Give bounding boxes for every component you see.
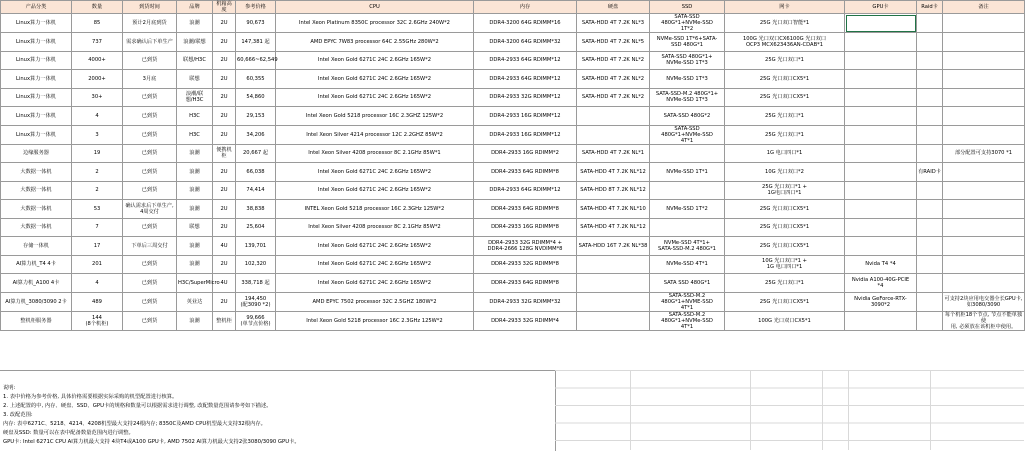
table-cell[interactable]: 预计2月底到货 bbox=[123, 14, 177, 33]
table-cell[interactable] bbox=[917, 125, 943, 144]
table-row bbox=[1, 311, 1025, 330]
table-cell[interactable]: 2U bbox=[213, 200, 236, 219]
table-cell[interactable]: Nvidia A100-40G-PCIE *4 bbox=[845, 274, 917, 293]
table-cell[interactable]: 整机柜服务器 bbox=[1, 311, 72, 330]
table-cell[interactable]: AMD EPYC 7502 processor 32C 2.5GHZ 180W*2 bbox=[276, 292, 474, 311]
table-cell[interactable]: 194,450 (配3090 *2) bbox=[236, 292, 276, 311]
table-cell[interactable]: 大数据一体机 bbox=[1, 200, 72, 219]
table-cell[interactable]: DDR4-2933 64G RDIMM*12 bbox=[474, 181, 577, 200]
table-cell[interactable]: Linux算力一体机 bbox=[1, 70, 72, 89]
table-cell[interactable]: Linux算力一体机 bbox=[1, 107, 72, 126]
table-cell[interactable]: 已到货 bbox=[123, 88, 177, 107]
table-cell[interactable]: 需求确认后下单生产 bbox=[123, 33, 177, 52]
table-cell[interactable]: Linux算力一体机 bbox=[1, 88, 72, 107]
table-cell[interactable] bbox=[943, 33, 1025, 52]
table-cell[interactable]: 85 bbox=[72, 14, 123, 33]
table-cell[interactable]: 147,381 起 bbox=[236, 33, 276, 52]
table-cell[interactable]: H3C bbox=[177, 107, 213, 126]
table-cell[interactable]: SATA-HDD 4T 7.2K NL*3 bbox=[577, 14, 650, 33]
table-cell[interactable]: 4 bbox=[72, 274, 123, 293]
table-cell[interactable]: 已到货 bbox=[123, 163, 177, 182]
table-cell[interactable]: 10G 光口双口*1 + 1G 电口四口*1 bbox=[725, 255, 845, 274]
table-cell[interactable]: Intel Xeon Gold 5218 processor 16C 2.3GHz 125W*2 bbox=[276, 311, 474, 330]
table-cell[interactable]: 浪潮 bbox=[177, 14, 213, 33]
column-header[interactable]: 硬盘 bbox=[577, 1, 650, 14]
table-cell[interactable]: SATA-HDD 4T 7.2K NL*1 bbox=[577, 144, 650, 163]
table-cell[interactable] bbox=[845, 163, 917, 182]
table-cell[interactable]: 25G 光口双口*1 bbox=[725, 274, 845, 293]
table-cell[interactable] bbox=[845, 107, 917, 126]
table-cell[interactable]: DDR4-2933 64G RDIMM*8 bbox=[474, 274, 577, 293]
table-cell[interactable]: AI算力机_3080/3090 2卡 bbox=[1, 292, 72, 311]
table-cell[interactable]: SATA-SSD-M.2 480G*1+ NVMe-SSD 1T*3 bbox=[650, 88, 725, 107]
table-cell[interactable]: 已到货 bbox=[123, 51, 177, 70]
table-row bbox=[1, 292, 1025, 311]
table-cell[interactable]: 有RAID卡 bbox=[917, 163, 943, 182]
table-cell[interactable]: 2U bbox=[213, 125, 236, 144]
table-cell[interactable]: SATA-SSD-M.2 480G*1+NVMe-SSD 4T*1 bbox=[650, 311, 725, 330]
table-cell[interactable]: 下单后三周交付 bbox=[123, 237, 177, 256]
table-cell[interactable]: 已到货 bbox=[123, 311, 177, 330]
table-cell[interactable] bbox=[943, 181, 1025, 200]
table-cell[interactable]: 25G 光口双口CX5*1 bbox=[725, 237, 845, 256]
table-cell[interactable]: SATA-HDD 8T 7.2K NL*12 bbox=[577, 181, 650, 200]
table-cell[interactable]: NVMe-SSD 1T*1 bbox=[650, 163, 725, 182]
table-cell[interactable]: 10G 光口双口*2 bbox=[725, 163, 845, 182]
table-cell[interactable]: 2U bbox=[213, 14, 236, 33]
table-cell[interactable] bbox=[845, 125, 917, 144]
table-cell[interactable]: 25G 光口双口*1 bbox=[725, 107, 845, 126]
table-cell[interactable]: SATA-HDD 4T 7.2K NL*10 bbox=[577, 200, 650, 219]
table-cell[interactable]: 737 bbox=[72, 33, 123, 52]
table-cell[interactable]: Linux算力一体机 bbox=[1, 14, 72, 33]
table-cell[interactable]: 7 bbox=[72, 218, 123, 237]
table-cell[interactable]: 已到货 bbox=[123, 144, 177, 163]
table-cell[interactable]: 已到货 bbox=[123, 292, 177, 311]
table-cell[interactable]: AI算力机_T4 4卡 bbox=[1, 255, 72, 274]
table-cell[interactable] bbox=[917, 311, 943, 330]
column-header[interactable]: SSD bbox=[650, 1, 725, 14]
table-cell[interactable]: 25G 光口双口*1 + 1G电口四口*1 bbox=[725, 181, 845, 200]
table-cell[interactable]: 3月底 bbox=[123, 70, 177, 89]
notes-line: 3. 改配范围: bbox=[3, 412, 33, 418]
table-cell[interactable]: 联想 bbox=[177, 218, 213, 237]
table-cell[interactable]: 2U bbox=[213, 51, 236, 70]
table-cell[interactable]: 17 bbox=[72, 237, 123, 256]
grid-line bbox=[848, 370, 849, 450]
column-header[interactable]: Raid卡 bbox=[917, 1, 943, 14]
table-cell[interactable]: 90,673 bbox=[236, 14, 276, 33]
table-cell[interactable]: 4U bbox=[213, 237, 236, 256]
table-cell[interactable]: Nvidia GeForce-RTX- 3090*2 bbox=[845, 292, 917, 311]
table-cell[interactable]: 4 bbox=[72, 107, 123, 126]
table-cell[interactable]: NVMe-SSD 1T*2 bbox=[650, 200, 725, 219]
table-cell[interactable]: Intel Xeon Silver 4208 processor 8C 2.1GHz 85W*1 bbox=[276, 144, 474, 163]
table-cell[interactable]: 66,038 bbox=[236, 163, 276, 182]
table-cell[interactable]: 3 bbox=[72, 125, 123, 144]
table-cell[interactable]: 2U bbox=[213, 181, 236, 200]
table-cell[interactable]: 联想/H3C bbox=[177, 51, 213, 70]
table-row bbox=[1, 237, 1025, 256]
table-cell[interactable] bbox=[943, 218, 1025, 237]
table-cell[interactable]: 25G 光口双口CX5*1 bbox=[725, 218, 845, 237]
table-cell[interactable] bbox=[845, 237, 917, 256]
table-cell[interactable]: 34,206 bbox=[236, 125, 276, 144]
table-cell[interactable]: 联想 bbox=[177, 70, 213, 89]
table-row bbox=[1, 107, 1025, 126]
table-cell[interactable]: 2U bbox=[213, 107, 236, 126]
column-header[interactable]: CPU bbox=[276, 1, 474, 14]
table-cell[interactable]: 2U bbox=[213, 88, 236, 107]
table-cell[interactable] bbox=[917, 255, 943, 274]
table-cell[interactable] bbox=[577, 255, 650, 274]
table-cell[interactable]: 29,153 bbox=[236, 107, 276, 126]
table-cell[interactable]: NVMe-SSD 4T*1+ SATA-SSD-M.2 480G*1 bbox=[650, 237, 725, 256]
table-cell[interactable] bbox=[845, 311, 917, 330]
table-cell[interactable] bbox=[577, 292, 650, 311]
table-cell[interactable] bbox=[845, 70, 917, 89]
table-cell[interactable]: 浪潮 bbox=[177, 237, 213, 256]
table-row bbox=[1, 51, 1025, 70]
table-cell[interactable]: DDR4-2933 64G RDIMM*12 bbox=[474, 70, 577, 89]
table-cell[interactable] bbox=[917, 292, 943, 311]
table-cell[interactable]: 便携机柜 bbox=[213, 144, 236, 163]
table-cell[interactable] bbox=[845, 218, 917, 237]
table-row bbox=[1, 274, 1025, 293]
table-row bbox=[1, 181, 1025, 200]
column-header[interactable]: 品牌 bbox=[177, 1, 213, 14]
table-cell[interactable] bbox=[943, 70, 1025, 89]
table-cell[interactable]: 25,604 bbox=[236, 218, 276, 237]
table-cell[interactable] bbox=[917, 144, 943, 163]
table-cell[interactable]: NVMe-SSD 1T*3 bbox=[650, 70, 725, 89]
table-cell[interactable]: DDR4-2933 16G RDIMM*12 bbox=[474, 107, 577, 126]
table-cell[interactable]: 144 (8个机柜) bbox=[72, 311, 123, 330]
table-cell[interactable] bbox=[943, 125, 1025, 144]
table-cell[interactable]: H3C bbox=[177, 125, 213, 144]
table-cell[interactable]: 4U bbox=[213, 274, 236, 293]
column-header[interactable]: 参考价格 bbox=[236, 1, 276, 14]
table-cell[interactable]: 确认需求后下单生产, 4周交付 bbox=[123, 200, 177, 219]
table-cell[interactable]: 浪潮/联想/H3C bbox=[177, 88, 213, 107]
table-cell[interactable]: 60,355 bbox=[236, 70, 276, 89]
table-cell[interactable]: 已到货 bbox=[123, 125, 177, 144]
table-cell[interactable]: DDR4-2933 16G RDIMM*12 bbox=[474, 125, 577, 144]
table-cell[interactable]: SATA-SSD 480G*2 bbox=[650, 107, 725, 126]
table-cell[interactable]: 2U bbox=[213, 255, 236, 274]
table-cell[interactable]: Intel Xeon Gold 6271C 24C 2.6GHz 165W*2 bbox=[276, 181, 474, 200]
table-cell[interactable]: 2U bbox=[213, 33, 236, 52]
table-cell[interactable]: DDR4-3200 64G RDIMM*32 bbox=[474, 33, 577, 52]
table-cell[interactable]: SATA-HDD 4T 7.2K NL*2 bbox=[577, 70, 650, 89]
table-cell[interactable]: 部分配置可支持3070 *1 bbox=[943, 144, 1025, 163]
table-cell[interactable]: SATA-HDD 4T 7.2K NL*2 bbox=[577, 88, 650, 107]
table-cell[interactable] bbox=[650, 181, 725, 200]
table-cell[interactable] bbox=[917, 14, 943, 33]
table-cell[interactable]: 2U bbox=[213, 218, 236, 237]
notes-line: GPU卡: Intel 6271C CPU AI算力机最大支持 4块T4或A100 GPU卡, AMD 7502 AI算力机最大支持2张3080/3090 GPU卡。 bbox=[3, 439, 300, 445]
table-cell[interactable] bbox=[943, 237, 1025, 256]
table-cell[interactable]: 2U bbox=[213, 70, 236, 89]
table-cell[interactable]: Intel Xeon Gold 6271C 24C 2.6GHz 165W*2 bbox=[276, 274, 474, 293]
table-cell[interactable]: Linux算力一体机 bbox=[1, 51, 72, 70]
table-cell[interactable]: SATA-HDD 4T 7.2K NL*12 bbox=[577, 163, 650, 182]
table-cell[interactable]: 浪潮 bbox=[177, 255, 213, 274]
column-header[interactable]: 到货时间 bbox=[123, 1, 177, 14]
table-cell[interactable]: 浪潮 bbox=[177, 311, 213, 330]
table-cell[interactable]: Intel Xeon Silver 4214 processor 12C 2.2GHZ 85W*2 bbox=[276, 125, 474, 144]
empty-grid-area bbox=[555, 370, 1024, 450]
table-cell[interactable]: Linux算力一体机 bbox=[1, 33, 72, 52]
table-cell[interactable]: 英业达 bbox=[177, 292, 213, 311]
table-cell[interactable]: 201 bbox=[72, 255, 123, 274]
table-cell[interactable]: 20,667 起 bbox=[236, 144, 276, 163]
table-cell[interactable]: Nvida T4 *4 bbox=[845, 255, 917, 274]
table-cell[interactable]: 100G 光口双口CX5*1 bbox=[725, 311, 845, 330]
table-cell[interactable]: DDR4-2933 16G RDIMM*2 bbox=[474, 144, 577, 163]
table-cell[interactable] bbox=[577, 107, 650, 126]
notes-line: 1. 表中价格为参考价格, 具体价格需要根据实际采购的机型配置进行核算。 bbox=[3, 394, 178, 400]
table-cell[interactable]: 25G 光口双口CX5*1 bbox=[725, 88, 845, 107]
grid-line bbox=[822, 370, 823, 450]
table-cell[interactable] bbox=[845, 33, 917, 52]
table-cell[interactable] bbox=[943, 274, 1025, 293]
table-cell[interactable]: Intel Xeon Gold 6271C 24C 2.6GHz 165W*2 bbox=[276, 163, 474, 182]
table-cell[interactable]: DDR4-2933 32G RDIMM*32 bbox=[474, 292, 577, 311]
table-cell[interactable]: DDR4-2933 64G RDIMM*8 bbox=[474, 200, 577, 219]
table-cell[interactable]: 已到货 bbox=[123, 218, 177, 237]
table-cell[interactable]: 浪潮 bbox=[177, 163, 213, 182]
table-row bbox=[1, 200, 1025, 219]
table-cell[interactable]: 25G 光口双口*1 bbox=[725, 125, 845, 144]
table-cell[interactable]: DDR4-2933 32G RDIMM*4 + DDR4-2666 128G NVDIMM*8 bbox=[474, 237, 577, 256]
table-cell[interactable]: 19 bbox=[72, 144, 123, 163]
table-cell[interactable]: 2U bbox=[213, 163, 236, 182]
table-cell[interactable] bbox=[943, 51, 1025, 70]
table-cell[interactable] bbox=[917, 218, 943, 237]
table-cell[interactable]: SATA-SSD 480G*1+NVMe-SSD 1T*2 bbox=[650, 14, 725, 33]
table-cell[interactable]: 25G 光口双口智能*1 bbox=[725, 14, 845, 33]
table-cell[interactable]: 30+ bbox=[72, 88, 123, 107]
table-cell[interactable]: 已到货 bbox=[123, 107, 177, 126]
table-cell[interactable]: 可支持2块应用电交器全长GPU卡, 如3080/3090 bbox=[943, 292, 1025, 311]
table-cell[interactable] bbox=[917, 181, 943, 200]
table-cell[interactable]: H3C/SuperMicro bbox=[177, 274, 213, 293]
table-cell[interactable]: Intel Xeon Gold 6271C 24C 2.6GHz 165W*2 bbox=[276, 255, 474, 274]
table-cell[interactable]: 74,414 bbox=[236, 181, 276, 200]
table-cell[interactable]: Intel Xeon Gold 6271C 24C 2.6GHz 165W*2 bbox=[276, 70, 474, 89]
table-cell[interactable] bbox=[917, 70, 943, 89]
table-row bbox=[1, 88, 1025, 107]
table-cell[interactable]: DDR4-2933 16G RDIMM*8 bbox=[474, 218, 577, 237]
table-cell[interactable] bbox=[845, 14, 917, 33]
column-header[interactable]: 机箱高度 bbox=[213, 1, 236, 14]
column-header[interactable]: 网卡 bbox=[725, 1, 845, 14]
table-cell[interactable]: 已到货 bbox=[123, 181, 177, 200]
table-cell[interactable]: 25G 光口双口CX5*1 bbox=[725, 200, 845, 219]
table-row bbox=[1, 14, 1025, 33]
table-cell[interactable]: SATA-SSD 480G*1+NVMe-SSD 4T*1 bbox=[650, 125, 725, 144]
table-cell[interactable]: 25G 光口双口CX5*1 bbox=[725, 70, 845, 89]
table-cell[interactable] bbox=[917, 107, 943, 126]
table-cell[interactable]: NVMe-SSD 1T*6+SATA- SSD 480G*1 bbox=[650, 33, 725, 52]
table-cell[interactable] bbox=[917, 200, 943, 219]
table-cell[interactable]: 1G 电口四口*1 bbox=[725, 144, 845, 163]
notes-title: 说明: bbox=[3, 385, 16, 391]
table-cell[interactable]: 边缘服务器 bbox=[1, 144, 72, 163]
table-row bbox=[1, 125, 1025, 144]
table-cell[interactable]: 大数据一体机 bbox=[1, 163, 72, 182]
table-cell[interactable]: 4000+ bbox=[72, 51, 123, 70]
table-cell[interactable]: 浪潮 bbox=[177, 144, 213, 163]
table-row bbox=[1, 255, 1025, 274]
table-cell[interactable]: 已到货 bbox=[123, 274, 177, 293]
table-cell[interactable]: Intel Xeon Gold 6271C 24C 2.6GHz 165W*2 bbox=[276, 237, 474, 256]
table-cell[interactable] bbox=[943, 14, 1025, 33]
table-cell[interactable]: 存储一体机 bbox=[1, 237, 72, 256]
table-cell[interactable]: NVMe-SSD 4T*1 bbox=[650, 255, 725, 274]
table-cell[interactable]: DDR4-3200 64G RDIMM*16 bbox=[474, 14, 577, 33]
table-cell[interactable]: DDR4-2933 64G RDIMM*12 bbox=[474, 51, 577, 70]
table-cell[interactable] bbox=[917, 274, 943, 293]
table-cell[interactable]: 102,320 bbox=[236, 255, 276, 274]
grid-line bbox=[630, 370, 631, 450]
table-cell[interactable]: 浪潮 bbox=[177, 181, 213, 200]
table-row bbox=[1, 70, 1025, 89]
table-row bbox=[1, 144, 1025, 163]
table-cell[interactable]: DDR4-2933 64G RDIMM*8 bbox=[474, 163, 577, 182]
table-cell[interactable]: SATA-HDD 4T 7.2K NL*2 bbox=[577, 51, 650, 70]
table-cell[interactable]: 99,666 (单节点价格) bbox=[236, 311, 276, 330]
table-cell[interactable]: SATA-SSD-M.2 480G*1+NVME-SSD 4T*1 bbox=[650, 292, 725, 311]
table-cell[interactable]: SATA-HDD 4T 7.2K NL*12 bbox=[577, 218, 650, 237]
header-row bbox=[1, 1, 1025, 14]
table-cell[interactable]: 大数据一体机 bbox=[1, 218, 72, 237]
grid-line bbox=[930, 370, 931, 450]
table-cell[interactable]: Intel Xeon Gold 5218 processor 16C 2.3GHZ 125W*2 bbox=[276, 107, 474, 126]
table-cell[interactable] bbox=[650, 144, 725, 163]
table-cell[interactable]: Intel Xeon Gold 6271C 24C 2.6GHz 165W*2 bbox=[276, 51, 474, 70]
notes-line: 内存: 表中6271C、5218、4214、4208机型最大支持24根内存; 8350C及AMD CPU机型最大支持32根内存。 bbox=[3, 421, 266, 427]
table-cell[interactable] bbox=[917, 33, 943, 52]
table-cell[interactable]: 浪潮 bbox=[177, 200, 213, 219]
table-cell[interactable]: 大数据一体机 bbox=[1, 181, 72, 200]
table-cell[interactable]: DDR4-2933 32G RDIMM*12 bbox=[474, 88, 577, 107]
column-header[interactable]: 内存 bbox=[474, 1, 577, 14]
table-cell[interactable] bbox=[943, 163, 1025, 182]
table-cell[interactable] bbox=[845, 88, 917, 107]
table-cell[interactable]: 489 bbox=[72, 292, 123, 311]
table-cell[interactable]: 54,860 bbox=[236, 88, 276, 107]
table-cell[interactable]: DDR4-2933 32G RDIMM*4 bbox=[474, 311, 577, 330]
table-cell[interactable]: Intel Xeon Platinum 8350C processor 32C 2.6GHz 240W*2 bbox=[276, 14, 474, 33]
column-header[interactable]: 备注 bbox=[943, 1, 1025, 14]
table-cell[interactable]: Intel Xeon Gold 6271C 24C 2.6GHz 165W*2 bbox=[276, 88, 474, 107]
table-cell[interactable] bbox=[577, 311, 650, 330]
table-cell[interactable] bbox=[845, 181, 917, 200]
grid-line bbox=[750, 370, 751, 450]
table-body bbox=[1, 14, 1025, 331]
notes-line: 硬盘及SSD: 数量可以在表中配备数量范围内进行调整。 bbox=[3, 430, 134, 436]
table-cell[interactable]: SATA SSD 480G*1 bbox=[650, 274, 725, 293]
table-cell[interactable]: 25G 光口双口*1 bbox=[725, 51, 845, 70]
table-cell[interactable]: 2000+ bbox=[72, 70, 123, 89]
table-cell[interactable] bbox=[917, 51, 943, 70]
table-cell[interactable] bbox=[845, 51, 917, 70]
table-cell[interactable] bbox=[577, 274, 650, 293]
table-cell[interactable]: 整机柜 bbox=[213, 311, 236, 330]
notes-line: 2. 上述配置的中, 内存、硬盘、SSD、GPU卡的规格和数量可以根据需求进行调整, 改配数量范围请参考如下描述。 bbox=[3, 403, 272, 409]
table-cell[interactable]: Intel Xeon Silver 4208 processor 8C 2.1GHz 85W*2 bbox=[276, 218, 474, 237]
table-cell[interactable] bbox=[943, 200, 1025, 219]
table-cell[interactable]: 60,666~62,549 bbox=[236, 51, 276, 70]
table-cell[interactable]: 已到货 bbox=[123, 255, 177, 274]
table-cell[interactable]: 每个机柜18个节点, 节点不能单独使 用, 必须放在该机柜中使用。 bbox=[943, 311, 1025, 330]
table-cell[interactable] bbox=[845, 144, 917, 163]
table-cell[interactable] bbox=[845, 200, 917, 219]
table-cell[interactable]: 139,701 bbox=[236, 237, 276, 256]
table-cell[interactable]: SATA-SSD 480G*1+ NVMe-SSD 1T*3 bbox=[650, 51, 725, 70]
table-cell[interactable]: 2 bbox=[72, 181, 123, 200]
table-cell[interactable]: 338,718 起 bbox=[236, 274, 276, 293]
column-header[interactable]: 数量 bbox=[72, 1, 123, 14]
table-cell[interactable] bbox=[943, 255, 1025, 274]
table-cell[interactable]: SATA-HDD 16T 7.2K NL*38 bbox=[577, 237, 650, 256]
table-row bbox=[1, 163, 1025, 182]
table-cell[interactable] bbox=[943, 88, 1025, 107]
table-cell[interactable]: DDR4-2933 32G RDIMM*8 bbox=[474, 255, 577, 274]
notes-block bbox=[0, 370, 556, 451]
table-cell[interactable]: 2 bbox=[72, 163, 123, 182]
table-cell[interactable] bbox=[650, 218, 725, 237]
column-header[interactable]: GPU卡 bbox=[845, 1, 917, 14]
column-header[interactable]: 产品分类 bbox=[1, 1, 72, 14]
table-row bbox=[1, 33, 1025, 52]
table-cell[interactable]: INTEL Xeon Gold 5218 processor 16C 2.3GHz 125W*2 bbox=[276, 200, 474, 219]
table-cell[interactable] bbox=[917, 88, 943, 107]
table-cell[interactable]: 38,838 bbox=[236, 200, 276, 219]
table-cell[interactable]: AMD EPYC 7W83 processor 64C 2.55GHz 280W*2 bbox=[276, 33, 474, 52]
table-cell[interactable]: AI算力机_A100 4卡 bbox=[1, 274, 72, 293]
table-cell[interactable]: 2U bbox=[213, 292, 236, 311]
table-cell[interactable]: 53 bbox=[72, 200, 123, 219]
table-cell[interactable]: SATA-HDD 4T 7.2K NL*5 bbox=[577, 33, 650, 52]
table-cell[interactable] bbox=[917, 237, 943, 256]
table-row bbox=[1, 218, 1025, 237]
table-cell[interactable]: 25G 光口双口CX5*1 bbox=[725, 292, 845, 311]
table-cell[interactable] bbox=[943, 107, 1025, 126]
table-cell[interactable]: 100G 光口双口CX6100G 光口双口 OCP3 MCX623436AN-CDAB*1 bbox=[725, 33, 845, 52]
table-cell[interactable]: 浪潮/联想 bbox=[177, 33, 213, 52]
table-cell[interactable]: Linux算力一体机 bbox=[1, 125, 72, 144]
table-cell[interactable] bbox=[577, 125, 650, 144]
